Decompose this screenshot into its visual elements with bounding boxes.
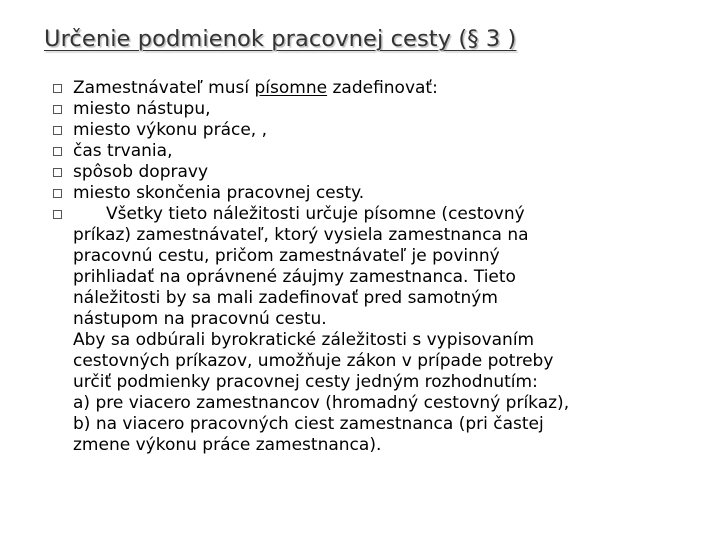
bullet-text-intro-end: zadefinovať:: [327, 78, 438, 98]
square-bullet-icon: [53, 147, 62, 156]
square-bullet-icon: [53, 105, 62, 114]
square-bullet-icon: [53, 84, 62, 93]
bullet-item-transport: [52, 162, 692, 183]
square-bullet-icon: [53, 189, 62, 198]
square-bullet-icon: [53, 210, 62, 219]
paragraph-line: pracovnú cestu, pričom zamestnávateľ je povinný: [73, 246, 500, 266]
slide-title: Určenie podmienok pracovnej cesty (§ 3 ): [44, 26, 517, 52]
bullet-item-start-location: [52, 99, 692, 120]
bullet-text: čas trvania,: [73, 141, 173, 161]
square-bullet-icon: [53, 126, 62, 135]
paragraph-line: náležitosti by sa mali zadefinovať pred samotným: [73, 288, 498, 308]
square-bullet-icon: [53, 168, 62, 177]
bullet-text: spôsob dopravy: [73, 162, 209, 182]
paragraph-line: cestovných príkazov, umožňuje zákon v prípade potreby: [73, 351, 554, 371]
bullet-item-employer-must-define: [52, 78, 692, 99]
paragraph-line: nástupom na pracovnú cestu.: [73, 309, 327, 329]
bullet-item-end-location: [52, 183, 692, 204]
paragraph-line: Aby sa odbúrali byrokratické záležitosti s vypisovaním: [73, 330, 535, 350]
paragraph-line: b) na viacero pracovných ciest zamestnanca (pri častej: [73, 414, 544, 434]
paragraph-line: určiť podmienky pracovnej cesty jedným rozhodnutím:: [73, 372, 538, 392]
bullet-list: [52, 78, 692, 456]
paragraph-line: zmene výkonu práce zamestnanca).: [73, 435, 382, 455]
underlined-word-in-writing: písomne: [254, 78, 328, 98]
bullet-text: miesto nástupu,: [73, 99, 211, 119]
paragraph-bureaucracy: [73, 330, 692, 456]
paragraph-line: Všetky tieto náležitosti určuje písomne (cestovný: [106, 204, 525, 224]
paragraph-line: príkaz) zamestnávateľ, ktorý vysiela zamestnanca na: [73, 225, 529, 245]
bullet-text: miesto skončenia pracovnej cesty.: [73, 183, 365, 203]
bullet-item-details-paragraph: [52, 204, 692, 456]
paragraph-travel-order: [73, 204, 692, 330]
bullet-item-duration: [52, 141, 692, 162]
paragraph-line: a) pre viacero zamestnancov (hromadný cestovný príkaz),: [73, 393, 570, 413]
bullet-item-work-location: [52, 120, 692, 141]
paragraph-line: prihliadať na oprávnené záujmy zamestnanca. Tieto: [73, 267, 516, 287]
bullet-text-intro: Zamestnávateľ musí: [73, 78, 255, 98]
bullet-text: miesto výkonu práce, ,: [73, 120, 267, 140]
